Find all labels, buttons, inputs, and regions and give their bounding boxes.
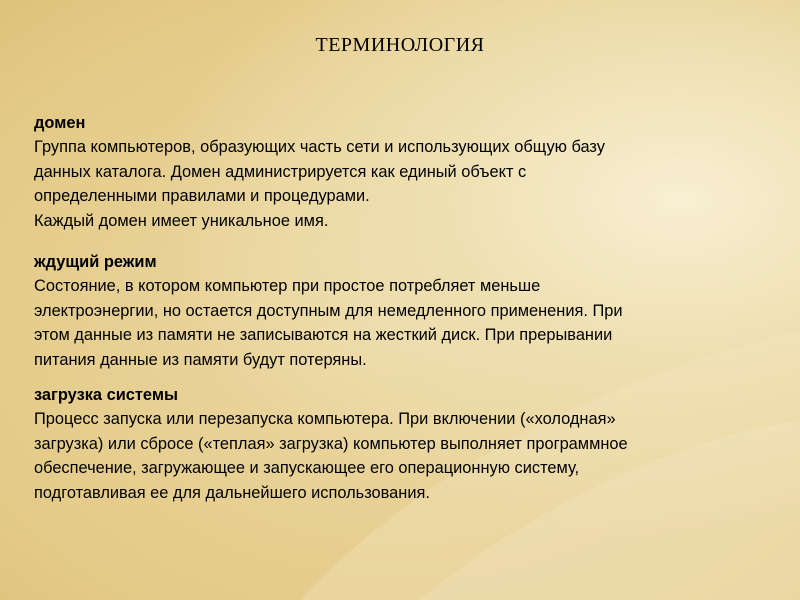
term-name: домен: [34, 114, 86, 132]
term-standby-mode: [34, 250, 762, 372]
term-domain: [34, 111, 762, 233]
term-definition: Состояние, в котором компьютер при простое потребляет меньше электроэнергии, но остается доступным для немедленного применения. При этом данные из памяти не записываются на жесткий диск. При прерывании питания данные из памяти будут потеряны.: [34, 277, 623, 369]
term-definition: Процесс запуска или перезапуска компьютера. При включении («холодная» загрузка) или сбросе («теплая» загрузка) компьютер выполняет программное обеспечение, загружающее и запускающее его операционную систему, подготавливая ее для дальнейшего использования.: [34, 410, 628, 502]
slide-title: ТЕРМИНОЛОГИЯ: [315, 34, 485, 56]
term-system-boot: [34, 383, 762, 505]
term-name: загрузка системы: [34, 386, 178, 404]
term-name: ждущий режим: [34, 253, 157, 271]
term-definition: Группа компьютеров, образующих часть сети и использующих общую базу данных каталога. Домен администрируется как единый объект с определенными правилами и процедурами. Каждый домен имеет уникальное имя.: [34, 138, 605, 230]
